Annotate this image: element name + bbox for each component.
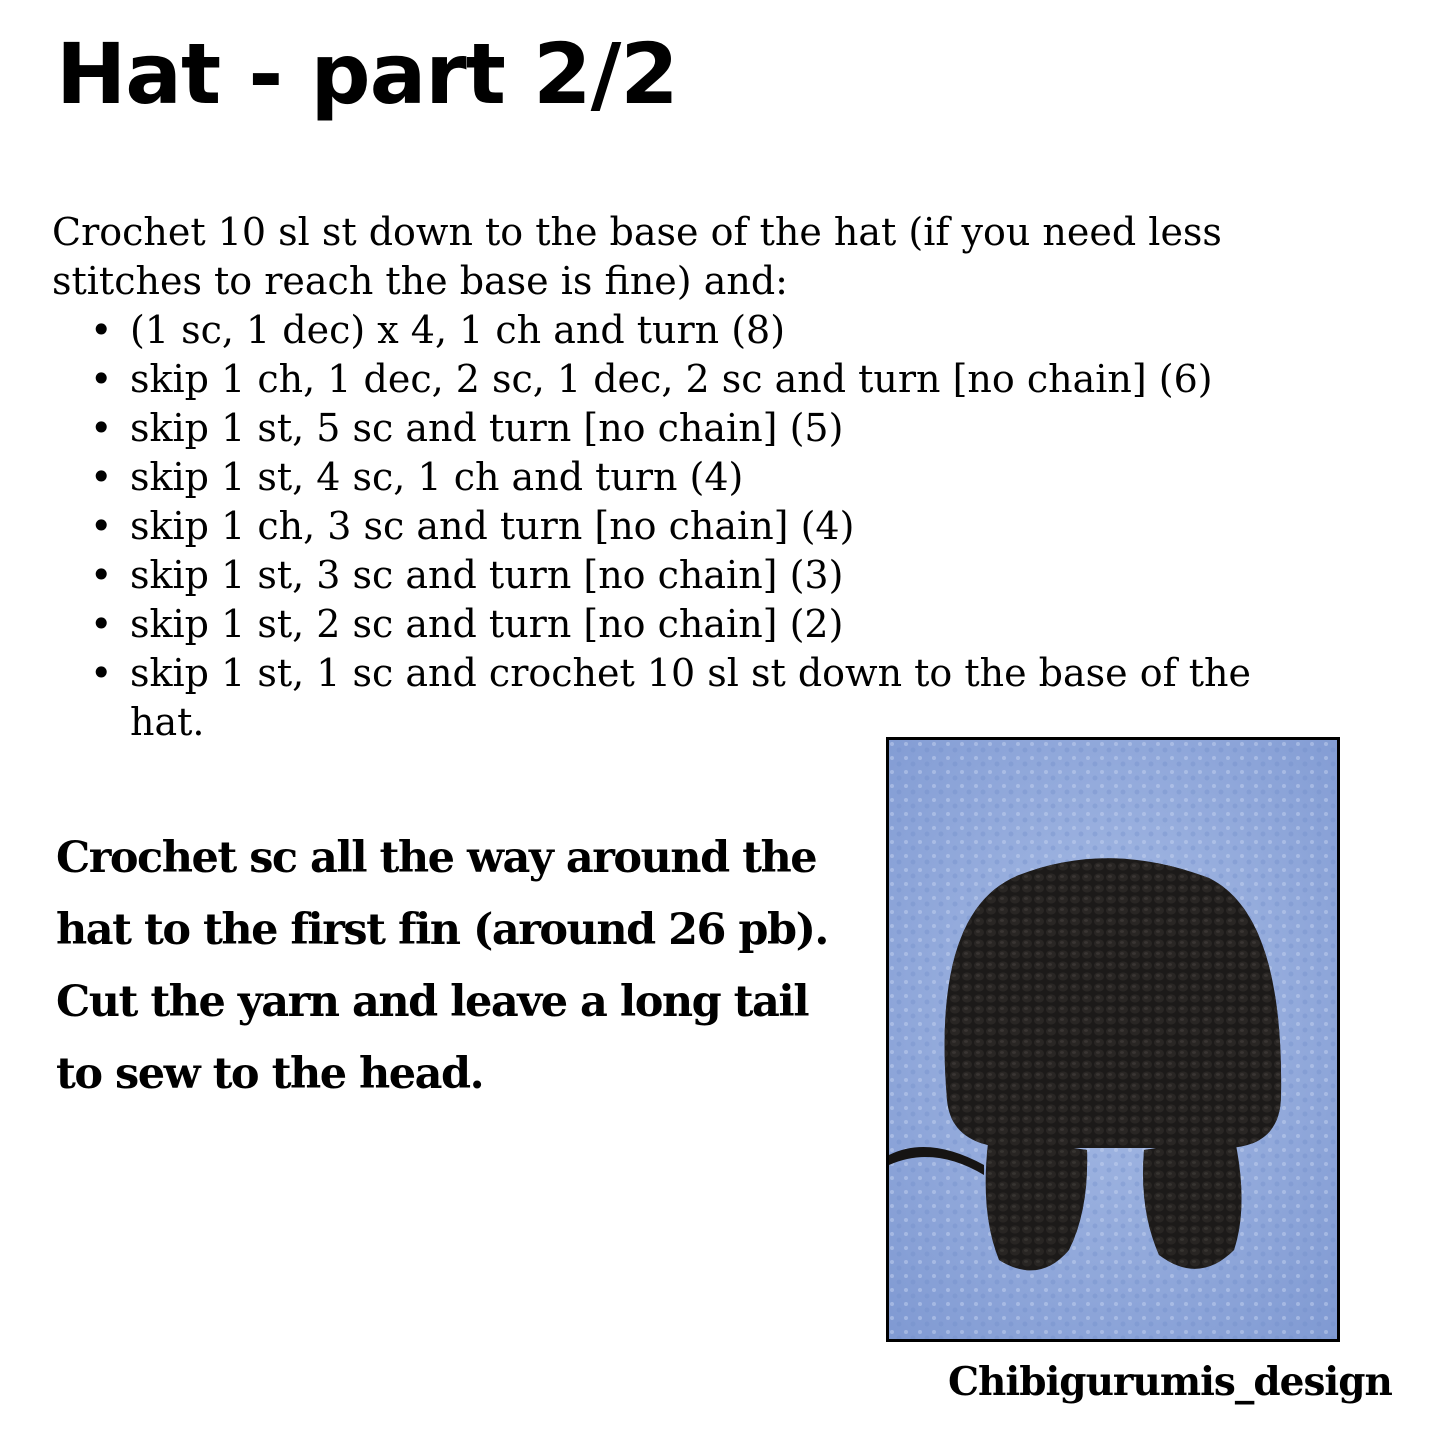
list-item: • skip 1 ch, 3 sc and turn [no chain] (4) bbox=[130, 502, 1330, 551]
list-item: • skip 1 st, 5 sc and turn [no chain] (5) bbox=[130, 404, 1330, 453]
finishing-instructions: Crochet sc all the way around the hat to the first fin (around 26 pb). Cut the yarn and leave a long tail to sew to the head. bbox=[56, 833, 828, 1099]
step-list bbox=[130, 306, 1330, 747]
intro-instructions: Crochet 10 sl st down to the base of the hat (if you need less stitches to reach the base is fine) and: bbox=[52, 210, 1222, 303]
hat-photo bbox=[886, 737, 1340, 1342]
list-item: • skip 1 st, 4 sc, 1 ch and turn (4) bbox=[130, 453, 1330, 502]
list-item: • skip 1 st, 2 sc and turn [no chain] (2) bbox=[130, 600, 1330, 649]
list-item: • skip 1 st, 1 sc and crochet 10 sl st down to the base of the hat. bbox=[130, 649, 1330, 747]
list-item: • (1 sc, 1 dec) x 4, 1 ch and turn (8) bbox=[130, 306, 1330, 355]
page-title: Hat - part 2/2 bbox=[56, 25, 678, 123]
crochet-hat-image bbox=[889, 740, 1337, 1339]
list-item: • skip 1 ch, 1 dec, 2 sc, 1 dec, 2 sc and turn [no chain] (6) bbox=[130, 355, 1330, 404]
list-item: • skip 1 st, 3 sc and turn [no chain] (3) bbox=[130, 551, 1330, 600]
brand-credit: Chibigurumis_design bbox=[948, 1359, 1392, 1405]
